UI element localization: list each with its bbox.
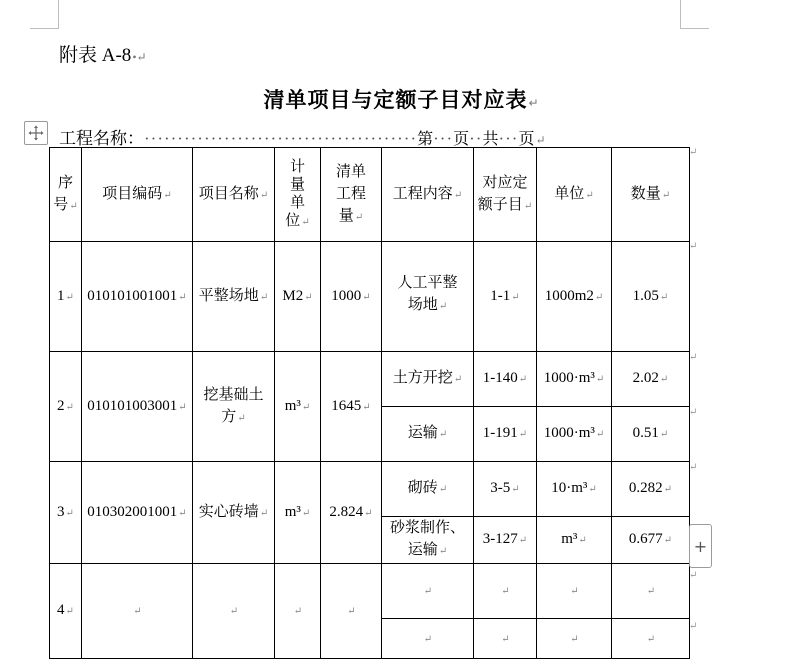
cell-seq: 3↵ bbox=[50, 462, 82, 564]
table-row bbox=[50, 242, 690, 352]
cell-quota: 1-140↵ bbox=[474, 352, 537, 407]
table-row bbox=[50, 462, 690, 517]
cell-content: 人工平整 场地↵ bbox=[382, 242, 474, 352]
appendix-label: 附表 A-8•↵ bbox=[59, 45, 147, 66]
header-quota: 对应定 额子目↵ bbox=[474, 148, 537, 242]
header-qty-bill: 清单 工程 量↵ bbox=[321, 148, 382, 242]
cell-code: 010101003001↵ bbox=[82, 352, 193, 462]
cell-code: ↵ bbox=[82, 564, 193, 659]
cell-unit2: 10·m³↵ bbox=[537, 462, 612, 517]
mapping-table bbox=[49, 147, 690, 659]
header-row bbox=[50, 148, 690, 242]
cell-unit: m³↵ bbox=[275, 352, 321, 462]
cell-unit2: ↵ bbox=[537, 619, 612, 659]
cell-name: ↵ bbox=[193, 564, 275, 659]
cell-code: 010302001001↵ bbox=[82, 462, 193, 564]
cell-amount: 1.05↵ bbox=[612, 242, 690, 352]
cell-amount: 0.282↵ bbox=[612, 462, 690, 517]
header-unit2: 单位↵ bbox=[537, 148, 612, 242]
cell-qty: 2.824↵ bbox=[321, 462, 382, 564]
project-name-dots: ········································· bbox=[144, 129, 418, 148]
cell-seq: 4↵ bbox=[50, 564, 82, 659]
cell-code: 010101001001↵ bbox=[82, 242, 193, 352]
add-row-icon[interactable]: + bbox=[689, 524, 712, 568]
project-name-label: 工程名称： bbox=[59, 129, 144, 149]
header-code: 项目编码↵ bbox=[82, 148, 193, 242]
cell-unit2: ↵ bbox=[537, 564, 612, 619]
cell-unit2: 1000m2↵ bbox=[537, 242, 612, 352]
cell-quota: ↵ bbox=[474, 619, 537, 659]
cell-name: 实心砖墙↵ bbox=[193, 462, 275, 564]
cell-name: 平整场地↵ bbox=[193, 242, 275, 352]
cell-qty: ↵ bbox=[321, 564, 382, 659]
cell-content: 运输↵ bbox=[382, 407, 474, 462]
project-name-line: 工程名称： ········································· 第 ··· 页 ·· 共 ··· 页 ↵ bbox=[59, 124, 669, 149]
page-di: 第 bbox=[417, 129, 434, 148]
header-unit: 计 量 单 位↵ bbox=[275, 148, 321, 242]
cell-unit2: 1000·m³↵ bbox=[537, 352, 612, 407]
cell-content: 砂浆制作、 运输↵ bbox=[382, 517, 474, 564]
header-content: 工程内容↵ bbox=[382, 148, 474, 242]
cell-quota: 1-1↵ bbox=[474, 242, 537, 352]
move-arrows-icon bbox=[28, 125, 44, 141]
cell-amount: 0.677↵ bbox=[612, 517, 690, 564]
cell-unit: ↵ bbox=[275, 564, 321, 659]
page-ye2: 页 bbox=[518, 129, 535, 148]
cell-content: ↵ bbox=[382, 564, 474, 619]
dots-c: ··· bbox=[498, 129, 519, 148]
cell-amount: 0.51↵ bbox=[612, 407, 690, 462]
table-row bbox=[50, 564, 690, 619]
dots-b: ·· bbox=[469, 129, 483, 148]
cell-amount: ↵ bbox=[612, 619, 690, 659]
cell-content: ↵ bbox=[382, 619, 474, 659]
document-title: 清单项目与定额子目对应表↵ bbox=[263, 88, 540, 112]
cell-seq: 2↵ bbox=[50, 352, 82, 462]
page-ye1: 页 bbox=[453, 129, 470, 148]
cell-content: 土方开挖↵ bbox=[382, 352, 474, 407]
cell-unit: M2↵ bbox=[275, 242, 321, 352]
dots-a: ··· bbox=[433, 129, 454, 148]
cell-qty: 1000↵ bbox=[321, 242, 382, 352]
cell-unit: m³↵ bbox=[275, 462, 321, 564]
cell-unit2: m³↵ bbox=[537, 517, 612, 564]
table-row bbox=[50, 352, 690, 407]
cell-qty: 1645↵ bbox=[321, 352, 382, 462]
header-amount: 数量↵ bbox=[612, 148, 690, 242]
cell-quota: 1-191↵ bbox=[474, 407, 537, 462]
cell-quota: 3-5↵ bbox=[474, 462, 537, 517]
page-gong: 共 bbox=[482, 129, 499, 148]
cell-seq: 1↵ bbox=[50, 242, 82, 352]
cell-quota: ↵ bbox=[474, 564, 537, 619]
page-corner-top-right bbox=[680, 0, 709, 29]
cell-name: 挖基础土 方↵ bbox=[193, 352, 275, 462]
cell-amount: ↵ bbox=[612, 564, 690, 619]
cell-amount: 2.02↵ bbox=[612, 352, 690, 407]
header-name: 项目名称↵ bbox=[193, 148, 275, 242]
table-move-handle-icon[interactable] bbox=[24, 121, 48, 145]
page-corner-top-left bbox=[30, 0, 59, 29]
cell-unit2: 1000·m³↵ bbox=[537, 407, 612, 462]
header-seq: 序 号↵ bbox=[50, 148, 82, 242]
cell-quota: 3-127↵ bbox=[474, 517, 537, 564]
cell-content: 砌砖↵ bbox=[382, 462, 474, 517]
